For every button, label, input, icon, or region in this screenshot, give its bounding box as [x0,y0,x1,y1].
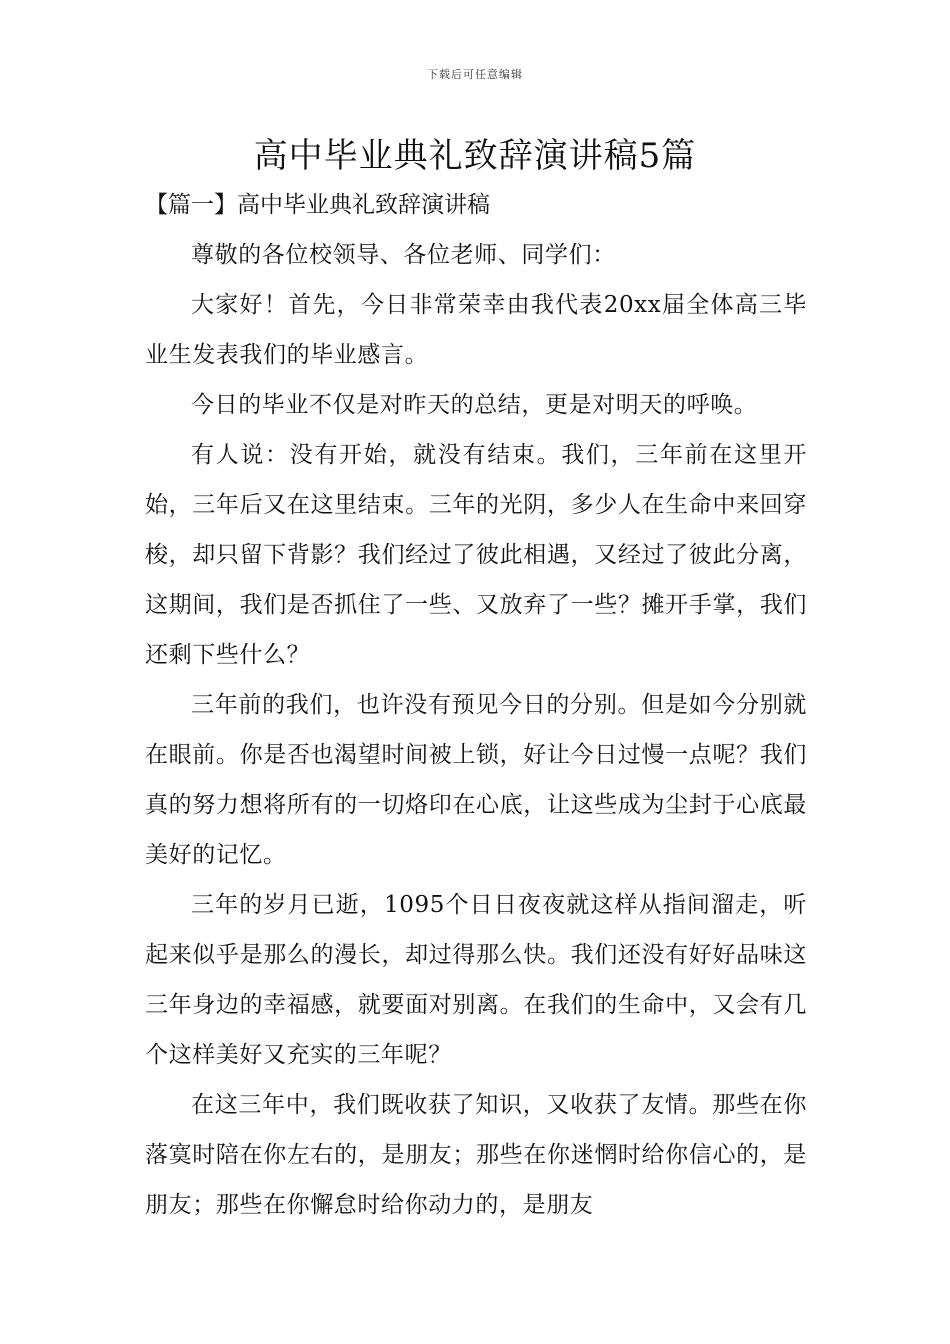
body-paragraph: 大家好！首先，今日非常荣幸由我代表20xx届全体高三毕业生发表我们的毕业感言。 [145,292,807,368]
body-paragraph: 有人说：没有开始，就没有结束。我们，三年前在这里开始，三年后又在这里结束。三年的光阴，多少人在生命中来回穿梭，却只留下背影？我们经过了彼此相遇，又经过了彼此分离，这期间，我们是否抓住了一些、又放弃了一些？摊开手掌，我们还剩下些什么？ [145,442,807,668]
document-body [145,180,807,1230]
document-title: 高中毕业典礼致辞演讲稿5篇 [253,136,697,176]
header-note: 下载后可任意编辑 [427,68,523,81]
body-paragraph: 三年的岁月已逝，1095个日日夜夜就这样从指间溜走，听起来似乎是那么的漫长，却过得那么快。我们还没有好好品味这三年身边的幸福感，就要面对别离。在我们的生命中，又会有几个这样美好又充实的三年呢？ [145,892,807,1068]
body-paragraph: 三年前的我们，也许没有预见今日的分别。但是如今分别就在眼前。你是否也渴望时间被上锁，好让今日过慢一点呢？我们真的努力想将所有的一切烙印在心底，让这些成为尘封于心底最美好的记忆。 [145,692,807,868]
salutation-paragraph: 尊敬的各位校领导、各位老师、同学们： [191,242,616,268]
body-paragraph: 在这三年中，我们既收获了知识，又收获了友情。那些在你落寞时陪在你左右的，是朋友；那些在你迷惘时给你信心的，是朋友；那些在你懈怠时给你动力的，是朋友 [145,1092,807,1218]
body-paragraph: 今日的毕业不仅是对昨天的总结，更是对明天的呼唤。 [191,392,758,418]
section-heading: 【篇一】高中毕业典礼致辞演讲稿 [145,192,490,218]
